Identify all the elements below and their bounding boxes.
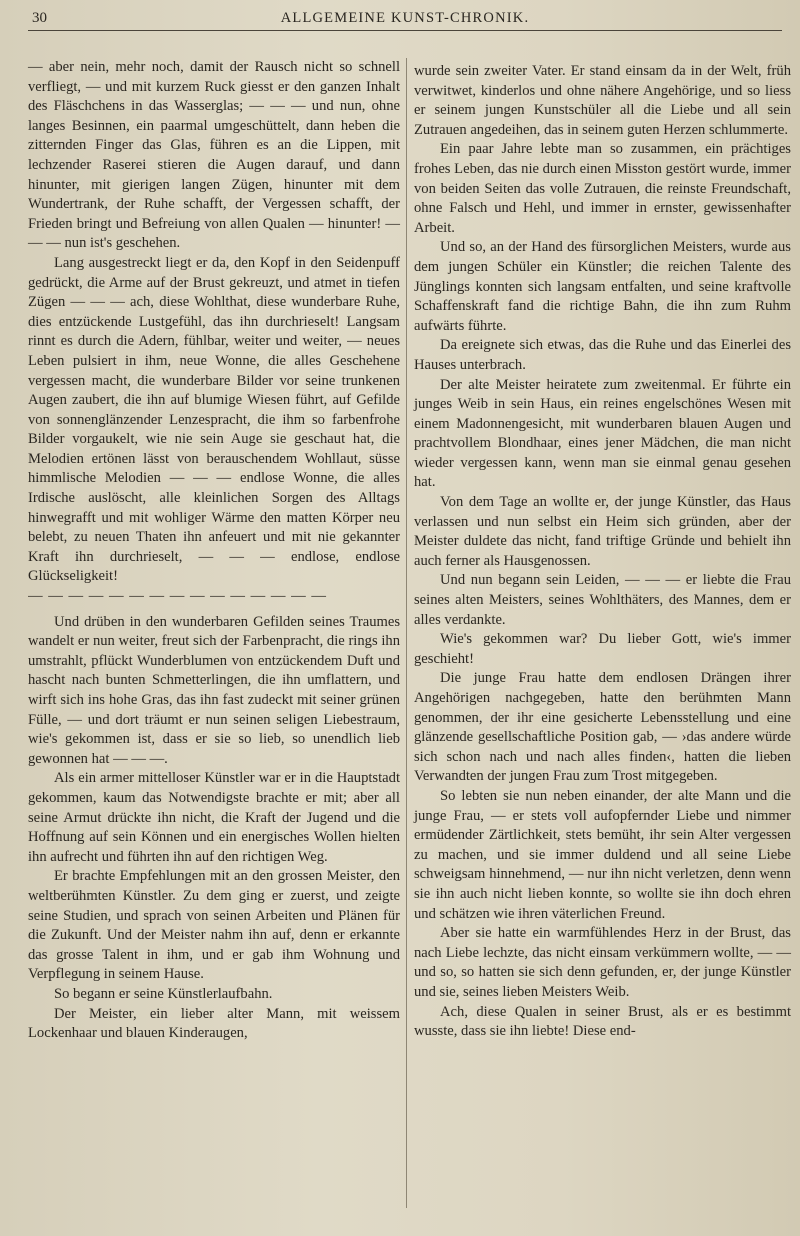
paragraph: Und so, an der Hand des fürsorglichen Meisters, wurde aus dem jungen Schüler ein Künstler; die reichen Talente des Jünglings konnten sich langsam entfalten, und seine kraftvolle Schaffenskraft fand die richtige Bahn, die ihn zum Ruhm aufwärts führte. — [414, 239, 791, 334]
right-column — [414, 62, 791, 1042]
page-number: 30 — [32, 10, 47, 26]
paragraph: Er brachte Empfehlungen mit an den grossen Meister, den weltberühmten Künstler. Zu dem ging er zuerst, und zeigte seine Studien, und sprach von seinen Arbeiten und Plänen für die Zukunft. Und der Meister nahm ihn auf, denn er erkannte das grosse Talent in ihm, und er gab ihm Wohnung und Verpflegung in seinem Hause. — [28, 868, 400, 983]
paragraph: Und nun begann sein Leiden, — — — er liebte die Frau seines alten Meisters, seines Wohlthäters, des Mannes, dem er alles verdankte. — [414, 572, 791, 628]
running-title: ALLGEMEINE KUNST-CHRONIK. — [280, 10, 530, 26]
paragraph: Lang ausgestreckt liegt er da, den Kopf in den Seidenpuff gedrückt, die Arme auf der Brust gekreuzt, und atmet in tiefen Zügen — — — ach, diese Wohlthat, diese wunderbare Ruhe, dies entzückende Lustgefühl, das ihn durchrieselt! Langsam rinnt es durch die Adern, fühlbar, weiter und weiter, — neues Leben pulsiert in ihm, neue Wonne, die alles Geschehene vergessen macht, die wunderbare Bilder vor seine trunkenen Augen zaubert, die ihn auf blumige Wiesen führt, auf Gefilde von sonnenglänzender Lenzespracht, die ihm so farbenfrohe Bilder vorgaukelt, wie nie sein Auge sie geschaut hat, die Melodien ertönen lässt von berauschendem Wohllaut, süsse himmlische Melodien — — — endlose Wonne, die alles Irdische auslöscht, alle kleinlichen Sorgen des Alltags hinwegrafft und mit wohliger Wärme den matten Körper neu belebt, zu neuen Thaten ihn anfeuert und mit nie gekannter Kraft ihn durchrieselt, — — — endlose, endlose Glückseligkeit! — [28, 254, 400, 585]
paragraph: Ach, diese Qualen in seiner Brust, als er es bestimmt wusste, dass sie ihn liebte! Diese end- — [414, 1003, 791, 1040]
paragraph: — aber nein, mehr noch, damit der Rausch nicht so schnell verfliegt, — und mit kurzem Ruck giesst er den ganzen Inhalt des Fläschchens in das Wasserglas; — — — und nun, ohne langes Besinnen, ein paarmal umgeschüttelt, dann heben die zitternden Finger das Glas, führen es an die Lippen, mit lechzender Raserei stieren die Augen darauf, und dann hinunter, mit gierigen langen Zügen, hinunter mit dem Wundertrank, der Ruhe schafft, der Vergessen schafft, der Frieden bringt und Befreiung von allen Qualen — hinunter! — — — nun ist's geschehen. — [28, 59, 400, 252]
paragraph: wurde sein zweiter Vater. Er stand einsam da in der Welt, früh verwitwet, kinderlos und ohne nähere Angehörige, und so liess er seinem jungen Kunstschüler all die Liebe und all sein Zutrauen angedeihen, das in seinem guten Herzen schlummerte. — [414, 63, 791, 138]
paragraph: Da ereignete sich etwas, das die Ruhe und das Einerlei des Hauses unterbrach. — [414, 337, 791, 373]
paragraph: So lebten sie nun neben einander, der alte Mann und die junge Frau, — er stets voll aufopfernder Liebe und nimmer ermüdender Zärtlichkeit, stets bemüht, ihr sein Alter vergessen zu machen, und sie immer duldend und all seine Liebe schweigsam hinnehmend, — nur ihn nicht verletzen, denn wenn sie ihn auch nicht lieben konnte, so wollte sie ihn doch ehren und schätzen wie ihren väterlichen Freund. — [414, 787, 791, 922]
paragraph: So begann er seine Künstlerlaufbahn. — [54, 985, 273, 1002]
paragraph: Ein paar Jahre lebte man so zusammen, ein prächtiges frohes Leben, das nie durch einen Misston gestört wurde, immer von beiden Seiten das volle Zutrauen, die reinste Freundschaft, ohne Falsch und Hehl, und immer in ernster, gewissenhafter Arbeit. — [414, 141, 791, 236]
paragraph: Der Meister, ein lieber alter Mann, mit weissem Lockenhaar und blauen Kinderaugen, — [28, 1005, 400, 1042]
paragraph: Und drüben in den wunderbaren Gefilden seines Traumes wandelt er nun weiter, freut sich der Farbenpracht, die rings ihn umstrahlt, pflückt Wunderblumen von entzückendem Duft und hascht nach bunten Schmetterlingen, die ihn umflattern, und wirft sich ins hohe Gras, das ihn fast zudeckt mit seiner grünen Fülle, — und dort träumt er nun seinen seligen Liebestraum, wie's gekommen ist, dass er sie so lieb, so unendlich lieb gewonnen hat — — —. — [28, 613, 400, 767]
paragraph: Wie's gekommen war? Du lieber Gott, wie's immer geschieht! — [414, 631, 791, 667]
paragraph: Die junge Frau hatte dem endlosen Drängen ihrer Angehörigen nachgegeben, hatte den berühmten Mann genommen, der ihr eine gesicherte Lebensstellung und eine glänzende gesellschaftliche Position gab, — ›das andere würde sich schon nach und nach alles finden‹, hatten die lieben Verwandten der jungen Frau zum Trost mitgegeben. — [414, 670, 791, 785]
left-column — [28, 58, 400, 1044]
paragraph: Von dem Tage an wollte er, der junge Künstler, das Haus verlassen und nun selbst ein Heim sich gründen, aber der Meister duldete das nicht, fand triftige Gründe und behielt ihn auch ferner als Hausgenossen. — [414, 494, 791, 569]
section-separator: — — — — — — — — — — — — — — — — [28, 588, 327, 605]
paragraph: Als ein armer mittelloser Künstler war er in die Hauptstadt gekommen, kaum das Notwendigste brachte er mit; aber all seine Armut drückte ihn nicht, die Kraft der Jugend und die Hoffnung auf sein Können und ein energisches Wollen hielten ihn aufrecht und führten ihn auf den richtigen Weg. — [28, 770, 400, 865]
page-header — [28, 6, 782, 31]
column-divider — [406, 58, 407, 1208]
paragraph: Der alte Meister heiratete zum zweitenmal. Er führte ein junges Weib in sein Haus, ein reines engelschönes Wesen mit einem Madonnengesicht, mit wunderbaren blauen Augen und prachtvollem Blondhaar, eines jener Mädchen, die man nicht wieder vergessen kann, wenn man sie einmal genau gesehen hat. — [414, 376, 791, 491]
paragraph: Aber sie hatte ein warmfühlendes Herz in der Brust, das nach Liebe lechzte, das nicht einsam verkümmern wollte, — — und so, so hatten sie sich denn gefunden, er, der junge Künstler und sie, seines lieben Meisters Weib. — [414, 925, 791, 1000]
